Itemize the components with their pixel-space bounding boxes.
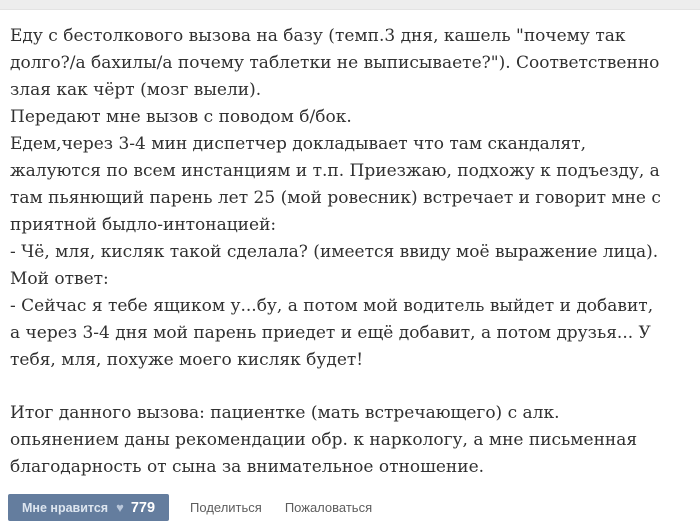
post-text	[0, 10, 690, 481]
post-paragraph: Едем,через 3-4 мин диспетчер докладывает что там скандалят, жалуются по всем инстанциям и т.п. Приезжаю, подхожу к подъезду, а там пьянющий парень лет 25 (мой ровесник) встречает и говорит мне с приятной быдло-интонацией:	[10, 134, 661, 235]
share-link[interactable]: Поделиться	[190, 500, 262, 515]
report-link[interactable]: Пожаловаться	[284, 500, 373, 515]
like-button-label: Мне нравится	[22, 500, 109, 515]
heart-icon: ♥	[116, 500, 124, 515]
post-paragraph: Итог данного вызова: пациентке (мать встречающего) с алк. опьянением даны рекомендации обр. к наркологу, а мне письменная благодарность от сына за внимательное отношение.	[10, 403, 638, 477]
like-button[interactable]	[8, 494, 169, 521]
like-count: 779	[130, 499, 156, 516]
actions-bar	[8, 494, 700, 521]
post-paragraph: Еду с бестолкового вызова на базу (темп.3 дня, кашель "почему так долго?/а бахилы/а почему таблетки не выписываете?"). Соответственно злая как чёрт (мозг выели).	[10, 26, 660, 100]
post-paragraph: - Чё, мля, кисляк такой сделала? (имеется ввиду моё выражение лица).	[10, 242, 659, 262]
post-paragraph: Мой ответ:	[10, 269, 109, 289]
top-strip	[0, 0, 700, 10]
post-paragraph: Передают мне вызов с поводом б/бок.	[10, 107, 352, 127]
post-paragraph: - Сейчас я тебе ящиком у...бу, а потом мой водитель выйдет и добавит, а через 3-4 дня мой парень приедет и ещё добавит, а потом друзья... У тебя, мля, похуже моего кисляк будет!	[10, 296, 654, 370]
